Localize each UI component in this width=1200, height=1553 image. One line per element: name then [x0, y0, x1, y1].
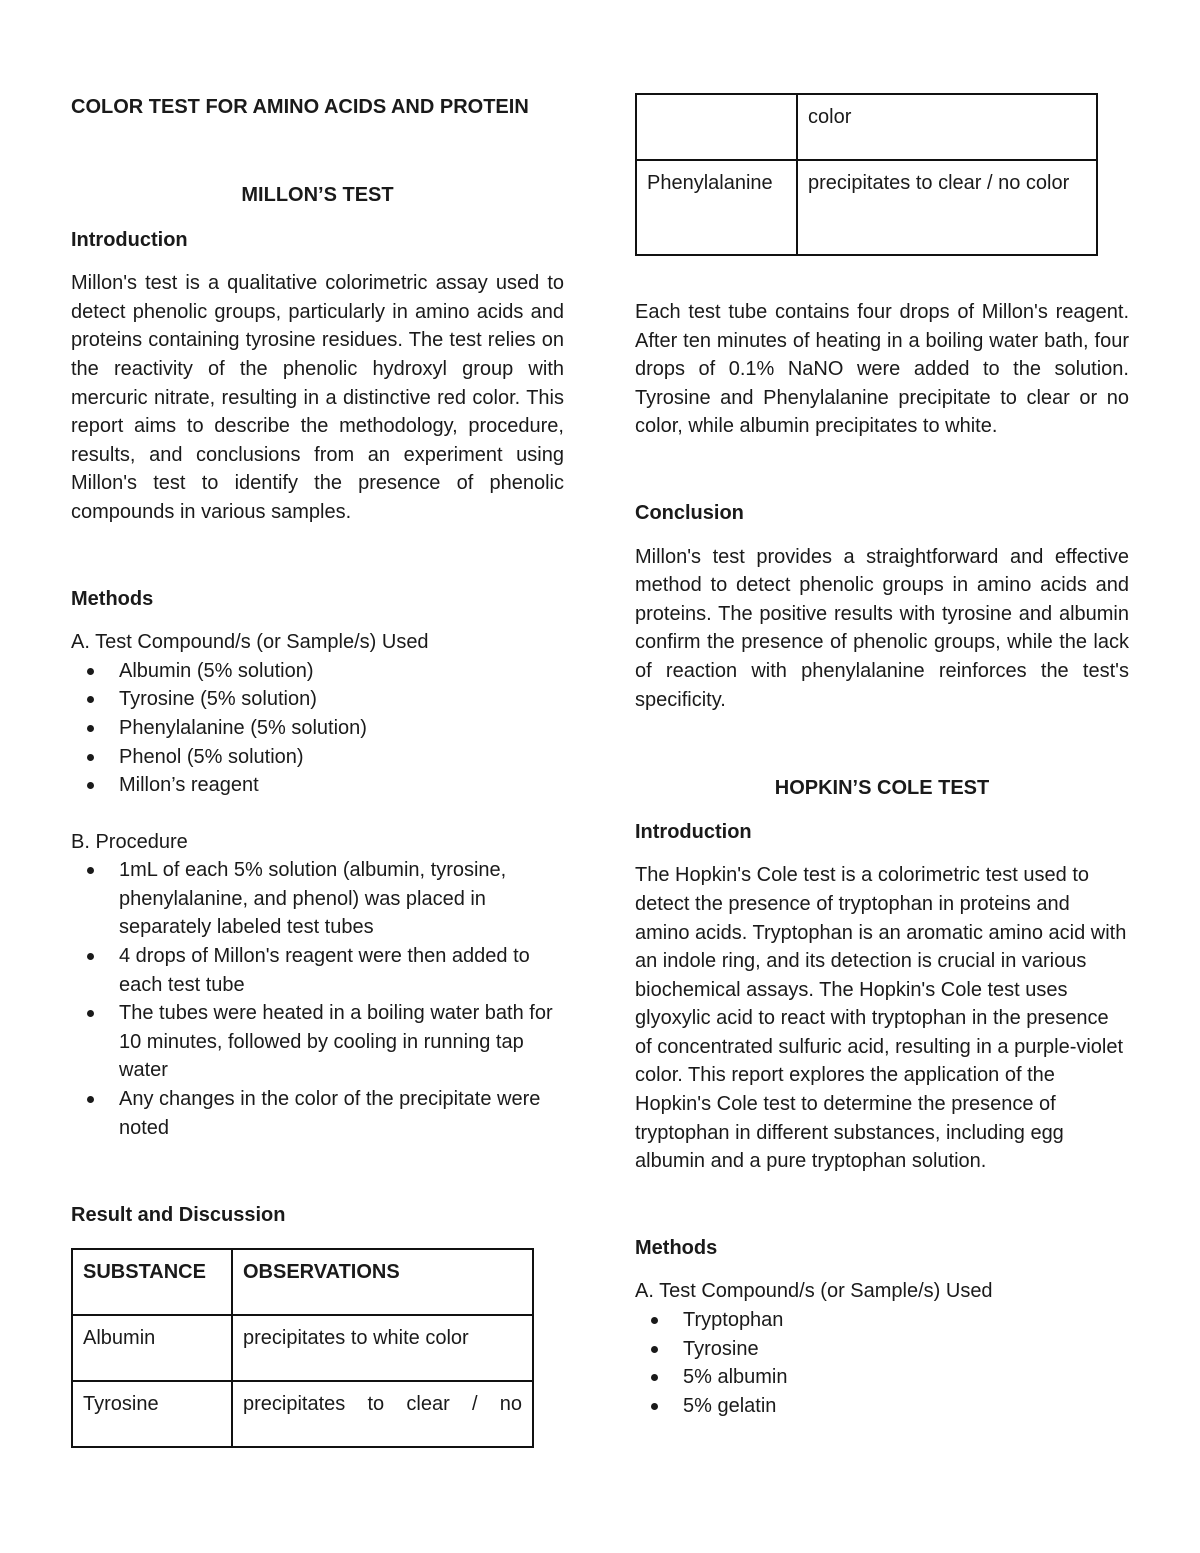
millon-conclusion-heading: Conclusion [635, 501, 744, 524]
millon-results-heading: Result and Discussion [71, 1204, 286, 1227]
millon-intro-text: Millon's test is a qualitative colorimetric assay used to detect phenolic groups, particularly in amino acids and proteins containing tyrosine residues. The test relies on the reactivity of the phenolic hydroxyl group with mercuric nitrate, resulting in a distinctive red color. This report aims to describe the methodology, procedure, results, and conclusions from an experiment using Millon's test to identify the presence of phenolic compounds in various samples. [71, 272, 564, 523]
list-item: 5% gelatin [635, 1392, 1129, 1421]
hopkins-intro-text: The Hopkin's Cole test is a colorimetric test used to detect the presence of tryptophan in proteins and amino acids. Tryptophan is an aromatic amino acid with an indole ring, and its detection is crucial in various biochemical assays. The Hopkin's Cole test uses glyoxylic acid to react with tryptophan in the presence of concentrated sulfuric acid, resulting in a purple-violet color. This report explores the application of the Hopkin's Cole test to determine the presence of tryptophan in different substances, including egg albumin and a pure tryptophan solution. [635, 864, 1127, 1173]
hopkins-methods-heading: Methods [635, 1236, 718, 1259]
table-header-substance: SUBSTANCE [72, 1249, 232, 1315]
right-column [635, 93, 1129, 1420]
table-cell: precipitates to clear / no color [797, 160, 1097, 255]
bullet-icon [87, 696, 94, 703]
bullet-icon [87, 725, 94, 732]
table-header-observations: OBSERVATIONS [232, 1249, 533, 1315]
bullet-icon [87, 953, 94, 960]
list-item: Any changes in the color of the precipitate were noted [71, 1085, 564, 1142]
list-item: The tubes were heated in a boiling water bath for 10 minutes, followed by cooling in running tap water [71, 999, 564, 1085]
list-item: Tyrosine (5% solution) [71, 685, 564, 714]
table-cell [636, 94, 797, 160]
millon-methods-heading: Methods [71, 587, 154, 610]
bullet-icon [651, 1374, 658, 1381]
bullet-icon [87, 867, 94, 874]
table-cell: Tyrosine [72, 1381, 232, 1447]
millon-conclusion-text: Millon's test provides a straightforward and effective method to detect phenolic groups in amino acids and proteins. The positive results with tyrosine and albumin confirm the presence of phenolic groups, while the lack of reaction with phenylalanine reinforces the test's specificity. [635, 545, 1129, 711]
table-row [72, 1249, 533, 1315]
list-item: Phenylalanine (5% solution) [71, 714, 564, 743]
hopkins-compounds-list [635, 1306, 1129, 1420]
millon-procedure-list [71, 856, 564, 1142]
bullet-icon [87, 1010, 94, 1017]
table-cell: color [797, 94, 1097, 160]
hopkins-intro-heading: Introduction [635, 820, 752, 843]
table-cell: Albumin [72, 1315, 232, 1381]
bullet-icon [87, 754, 94, 761]
list-item: Millon’s reagent [71, 771, 564, 800]
hopkins-section-title: HOPKIN’S COLE TEST [774, 777, 990, 800]
millon-procedure-heading: B. Procedure [71, 830, 188, 853]
left-column [71, 93, 564, 1448]
list-item: 4 drops of Millon's reagent were then added to each test tube [71, 942, 564, 999]
table-cell: precipitates to white color [232, 1315, 533, 1381]
list-item: Albumin (5% solution) [71, 657, 564, 686]
table-cell: Phenylalanine [636, 160, 797, 255]
table-row [636, 94, 1097, 160]
bullet-icon [87, 782, 94, 789]
table-row [72, 1315, 533, 1381]
document-title: COLOR TEST FOR AMINO ACIDS AND PROTEIN [71, 96, 529, 118]
bullet-icon [87, 668, 94, 675]
millon-results-table-continued [635, 93, 1098, 256]
table-cell: precipitates to clear / no [232, 1381, 533, 1447]
list-item: 1mL of each 5% solution (albumin, tyrosine, phenylalanine, and phenol) was placed in separately labeled test tubes [71, 856, 564, 942]
millon-results-table [71, 1248, 534, 1448]
millon-discussion-text: Each test tube contains four drops of Millon's reagent. After ten minutes of heating in a boiling water bath, four drops of 0.1% NaNO were added to the solution. Tyrosine and Phenylalanine precipitate to clear or no color, while albumin precipitates to white. [635, 301, 1129, 438]
table-row [636, 160, 1097, 255]
millon-intro-heading: Introduction [71, 228, 188, 251]
millon-section-title: MILLON’S TEST [241, 184, 394, 206]
list-item: Tryptophan [635, 1306, 1129, 1335]
list-item: 5% albumin [635, 1363, 1129, 1392]
list-item: Tyrosine [635, 1335, 1129, 1364]
hopkins-compounds-heading: A. Test Compound/s (or Sample/s) Used [635, 1280, 993, 1303]
millon-compounds-list [71, 657, 564, 800]
bullet-icon [87, 1096, 94, 1103]
bullet-icon [651, 1317, 658, 1324]
millon-compounds-heading: A. Test Compound/s (or Sample/s) Used [71, 631, 429, 654]
table-row [72, 1381, 533, 1447]
bullet-icon [651, 1346, 658, 1353]
bullet-icon [651, 1403, 658, 1410]
list-item: Phenol (5% solution) [71, 743, 564, 772]
